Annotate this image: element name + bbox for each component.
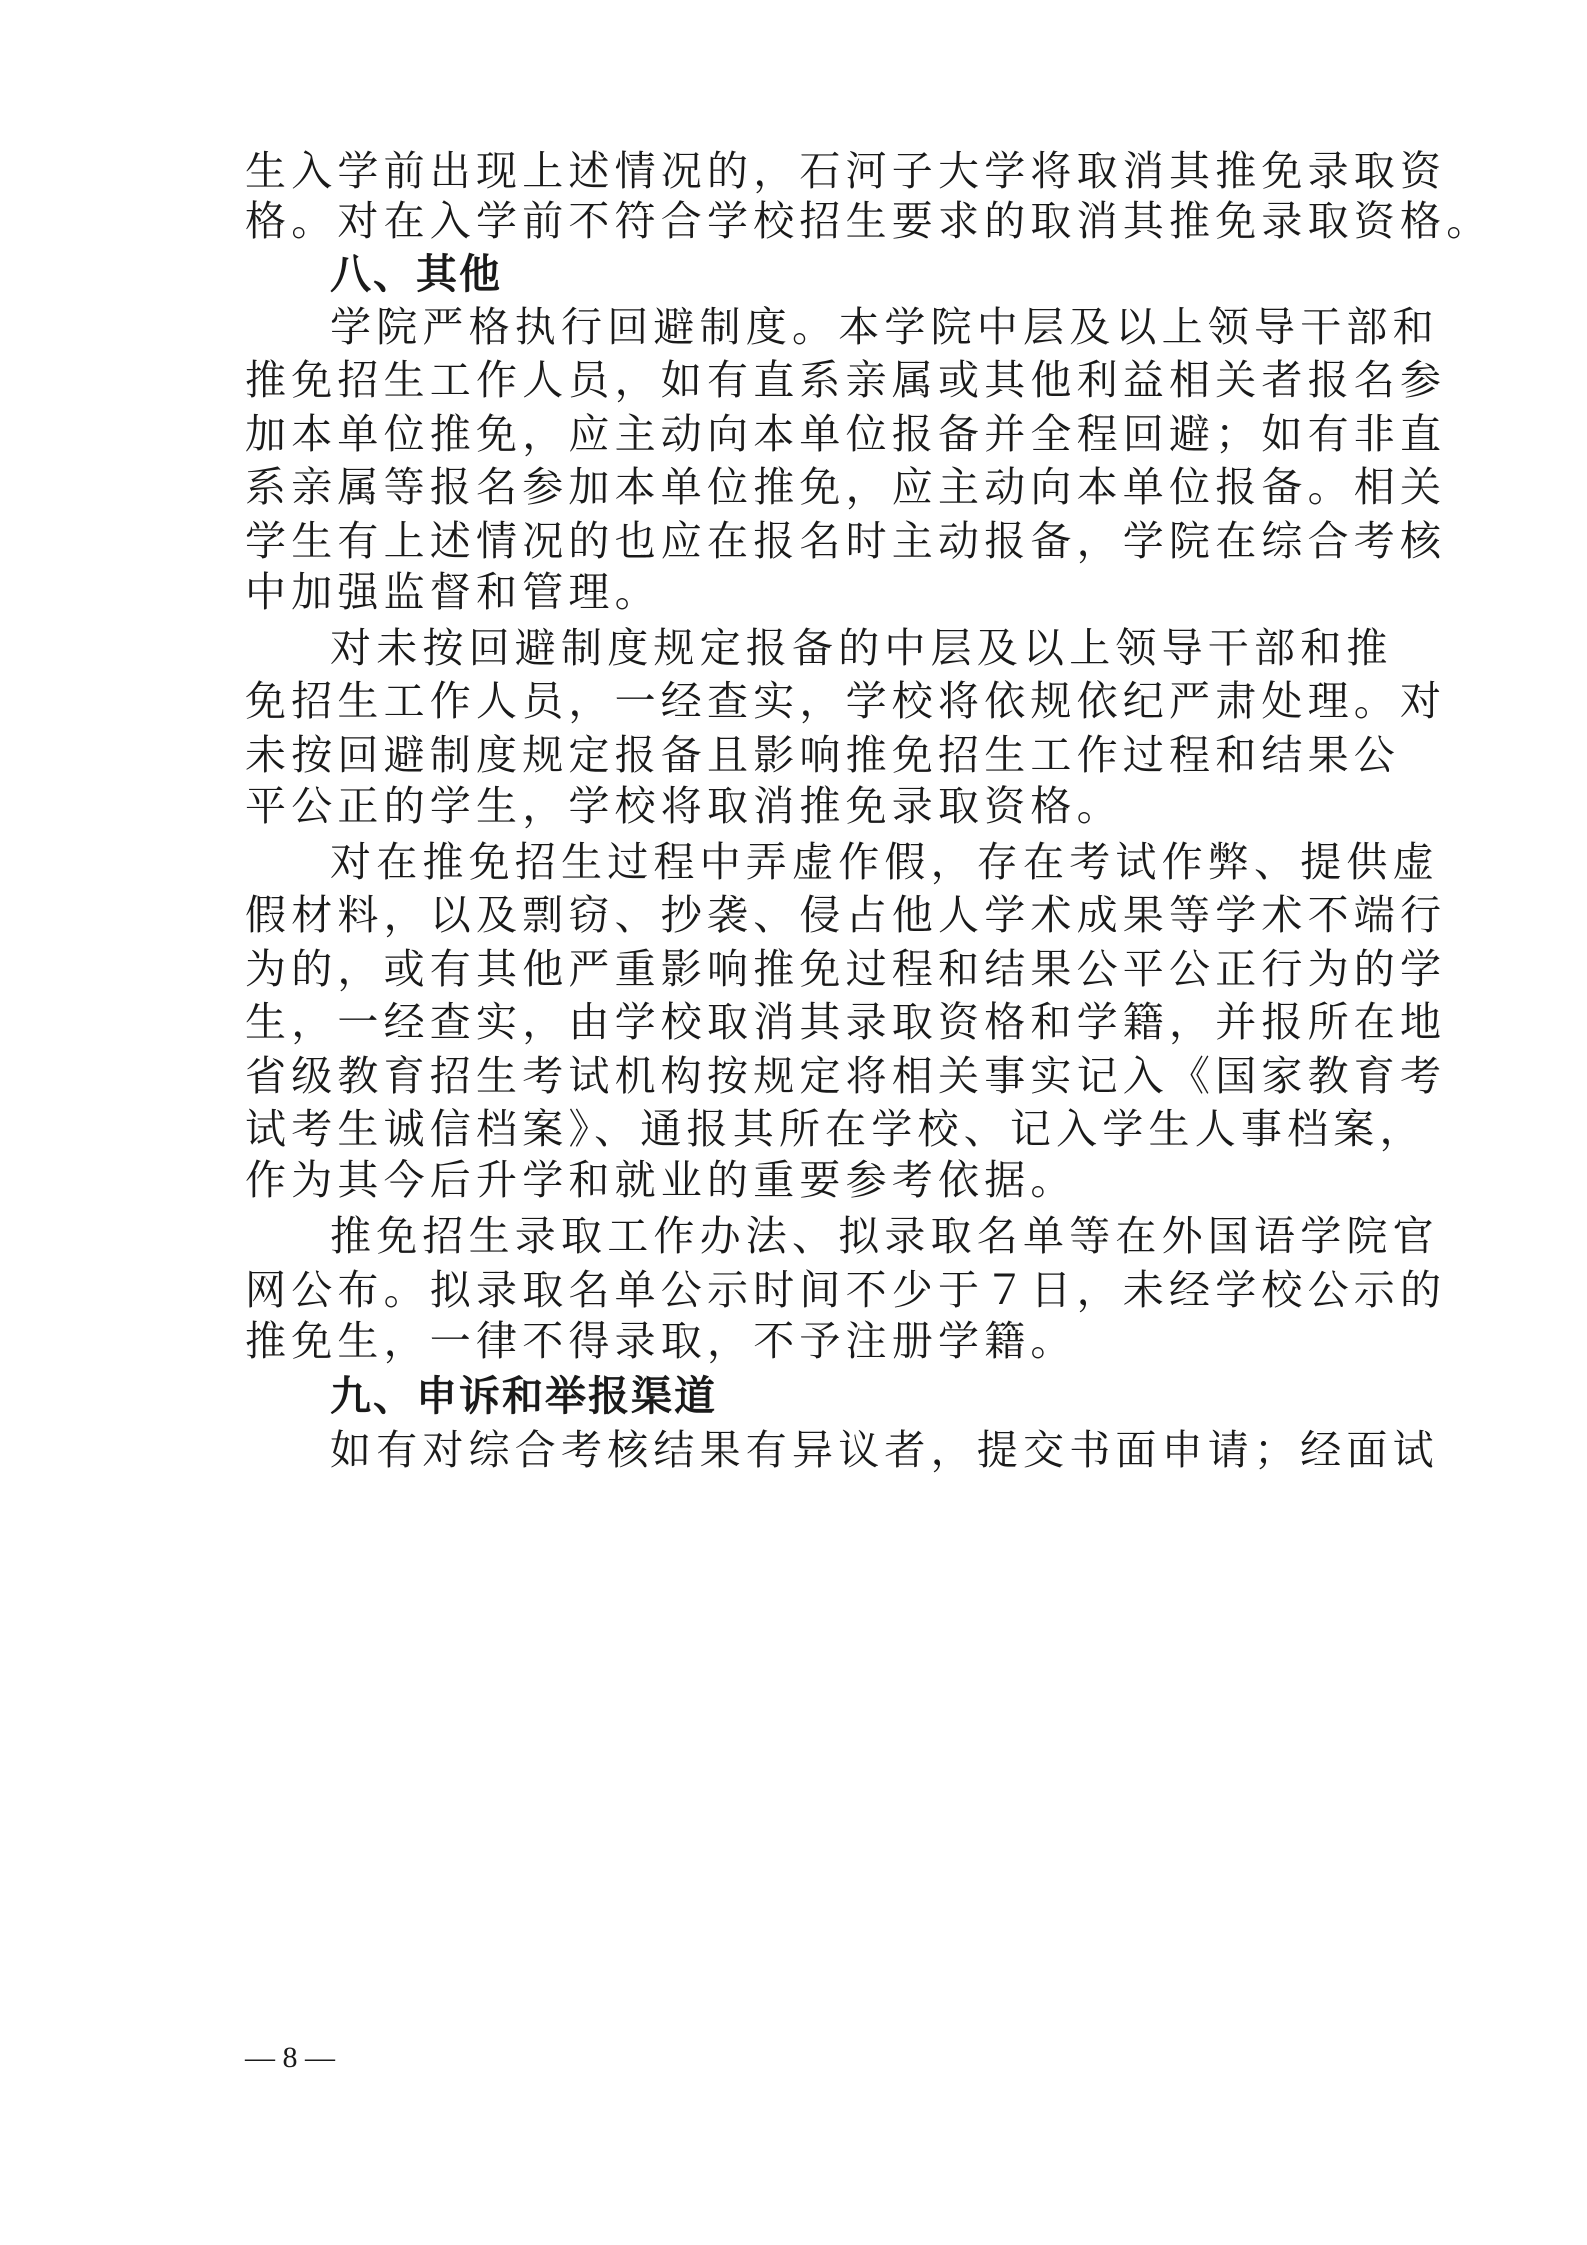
body-line: 格。对在入学前不符合学校招生要求的取消其推免录取资格。: [245, 197, 1493, 245]
body-line: 省级教育招生考试机构按规定将相关事实记入《国家教育考: [245, 1052, 1447, 1100]
body-line: 未按回避制度规定报备且影响推免招生工作过程和结果公: [245, 731, 1400, 779]
body-line: 推免招生工作人员，如有直系亲属或其他利益相关者报名参: [245, 356, 1447, 404]
body-line: 推免生，一律不得录取，不予注册学籍。: [245, 1317, 1077, 1365]
body-line: 加本单位推免，应主动向本单位报备并全程回避；如有非直: [245, 410, 1447, 458]
body-line: 免招生工作人员，一经查实，学校将依规依纪严肃处理。对: [245, 677, 1447, 725]
body-line: 试考生诚信档案》、通报其所在学校、记入学生人事档案，: [245, 1105, 1426, 1153]
body-line: 网公布。拟录取名单公示时间不少于７日，未经学校公示的: [245, 1266, 1447, 1314]
body-line: 生，一经查实，由学校取消其录取资格和学籍，并报所在地: [245, 998, 1447, 1046]
body-line: 作为其今后升学和就业的重要参考依据。: [245, 1156, 1077, 1204]
body-line: 如有对综合考核结果有异议者，提交书面申请；经面试: [330, 1426, 1439, 1474]
body-line: 对未按回避制度规定报备的中层及以上领导干部和推: [330, 624, 1393, 672]
body-line: 假材料，以及剽窃、抄袭、侵占他人学术成果等学术不端行: [245, 891, 1447, 939]
body-line: 系亲属等报名参加本单位推免，应主动向本单位报备。相关: [245, 463, 1447, 511]
body-line: 推免招生录取工作办法、拟录取名单等在外国语学院官: [330, 1212, 1439, 1260]
section-heading-other: 八、其他: [330, 250, 502, 298]
body-line: 学院严格执行回避制度。本学院中层及以上领导干部和: [330, 303, 1439, 351]
body-line: 生入学前出现上述情况的，石河子大学将取消其推免录取资: [245, 147, 1447, 195]
page-number: — 8 —: [245, 2041, 335, 2074]
body-line: 中加强监督和管理。: [245, 568, 661, 616]
body-line: 平公正的学生，学校将取消推免录取资格。: [245, 782, 1123, 830]
body-line: 为的，或有其他严重影响推免过程和结果公平公正行为的学: [245, 945, 1447, 993]
body-line: 学生有上述情况的也应在报名时主动报备，学院在综合考核: [245, 517, 1447, 565]
body-line: 对在推免招生过程中弄虚作假，存在考试作弊、提供虚: [330, 838, 1439, 886]
section-heading-appeal: 九、申诉和举报渠道: [330, 1372, 717, 1420]
